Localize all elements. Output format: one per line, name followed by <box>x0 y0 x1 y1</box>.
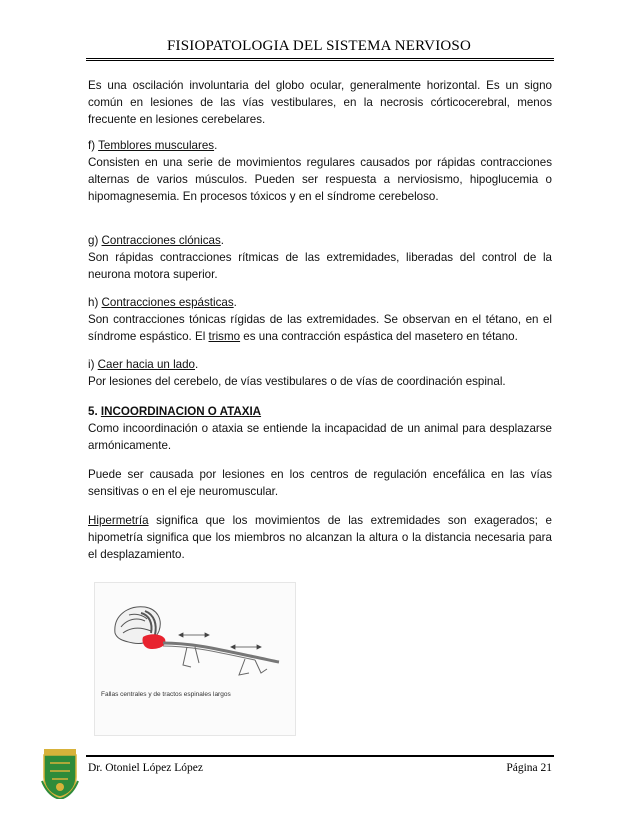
section-g-heading: g) Contracciones clónicas. <box>88 234 224 247</box>
header-rule <box>86 58 554 59</box>
hypermetria-term: Hipermetría <box>88 514 149 527</box>
f-text: Consisten en una serie de movimientos regulares causados por rápidas contracciones alternas de varios músculos. Pueden ser respuesta a nerviosismo, hipoglucemia o hipomagnesemia. En procesos tóxicos y en el síndrome cerebeloso. <box>88 156 552 203</box>
trismo-link[interactable]: trismo <box>208 330 241 343</box>
f-prefix: f) <box>88 139 99 152</box>
ataxia-text: Como incoordinación o ataxia se entiende la incapacidad de un animal para desplazarse armónicamente. <box>88 422 552 452</box>
lesion-area-cerebellum <box>142 634 165 649</box>
hypermetria-paragraph <box>88 512 552 563</box>
section-i-body <box>88 373 552 390</box>
i-prefix: i) <box>88 358 98 371</box>
header-rule-second <box>86 60 554 61</box>
figure-caption: Fallas centrales y de tractos espinales largos <box>101 691 231 698</box>
section-title: INCOORDINACION O ATAXIA <box>100 405 262 418</box>
intro-paragraph <box>88 77 552 128</box>
section-g-body <box>88 249 552 283</box>
page-header-title: FISIOPATOLOGIA DEL SISTEMA NERVIOSO <box>166 38 472 54</box>
cause-text: Puede ser causada por lesiones en los centros de regulación encefálica en las vías sensitivas o en el eje neuromuscular. <box>88 468 552 498</box>
footer-page-number: Página 21 <box>506 762 552 774</box>
g-title: Contracciones clónicas <box>101 234 221 247</box>
intro-text: Es una oscilación involuntaria del globo ocular, generalmente horizontal. Es un signo común en lesiones de las vías vestibulares, en la necrosis córticocerebral, menos frecuente en lesiones cerebelares. <box>88 79 552 126</box>
section-h-heading: h) Contracciones espásticas. <box>88 296 237 309</box>
nervous-system-diagram <box>95 583 295 735</box>
section-5-heading <box>88 403 552 420</box>
cause-paragraph <box>88 466 552 500</box>
university-seal-icon <box>40 747 80 799</box>
footer-rule <box>86 755 554 757</box>
section-number: 5. <box>88 405 101 418</box>
i-title: Caer hacia un lado <box>97 358 195 371</box>
spinal-cord <box>163 643 279 662</box>
i-text: Por lesiones del cerebelo, de vías vestibulares o de vías de coordinación espinal. <box>88 375 506 388</box>
section-h-body <box>88 311 552 345</box>
h-prefix: h) <box>88 296 102 309</box>
ataxia-figure <box>94 582 296 736</box>
h-title: Contracciones espásticas <box>101 296 234 309</box>
section-f-body <box>88 154 552 205</box>
g-text: Son rápidas contracciones rítmicas de las extremidades, liberadas del control de la neurona motora superior. <box>88 251 552 281</box>
h-text-2: es una contracción espástica del masetero en tétano. <box>240 330 518 343</box>
f-title: Temblores musculares <box>98 139 215 152</box>
section-i-heading: i) Caer hacia un lado. <box>88 358 199 371</box>
ataxia-paragraph <box>88 420 552 454</box>
hypermetria-rest: significa que los movimientos de las extremidades son exagerados; e hipometría significa que los miembros no alcanzan la altura o la distancia necesaria para el desplazamiento. <box>88 514 552 561</box>
hypermetria-text <box>88 512 552 563</box>
h-text-1: Son contracciones tónicas rígidas de las extremidades. Se observan en el tétano, en el síndrome espástico. El <box>88 313 552 343</box>
section-f-heading: f) Temblores musculares. <box>88 139 218 152</box>
g-prefix: g) <box>88 234 102 247</box>
tract-arrows <box>179 633 261 649</box>
footer-author: Dr. Otoniel López López <box>88 762 203 774</box>
h-paragraph <box>88 311 552 345</box>
